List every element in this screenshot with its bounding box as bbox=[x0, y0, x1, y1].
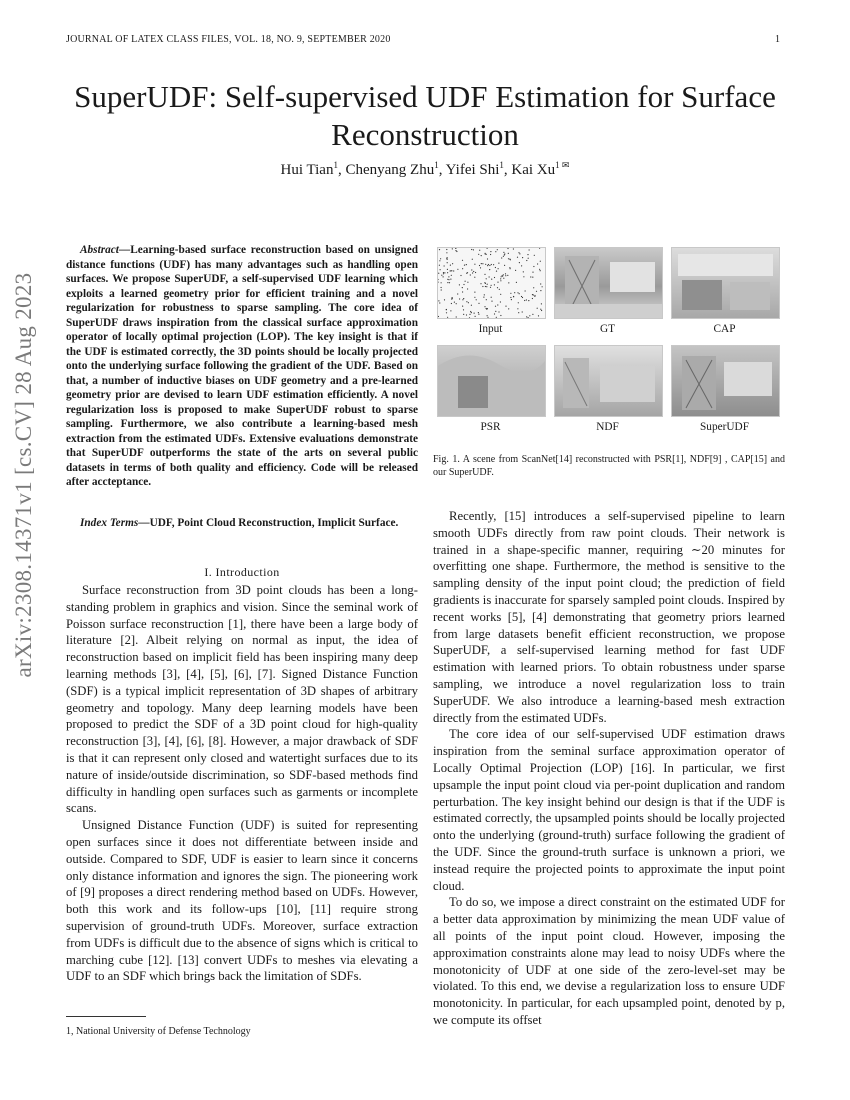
footnote-divider bbox=[66, 1016, 146, 1017]
journal-header: JOURNAL OF LATEX CLASS FILES, VOL. 18, NO. 9, SEPTEMBER 2020 bbox=[66, 34, 391, 45]
figure-label-gt: GT bbox=[599, 323, 616, 335]
paragraph: Surface reconstruction from 3D point clouds has been a long-standing problem in graphics and vision. Since the seminal work of Poisson surface reconstruction [1], there have been a large body of literature [2]. Albeit relying on normal as input, the idea of reconstruction based on implicit field has been inspiring many deep learning methods [3], [4], [5], [6], [7]. Signed Distance Function (SDF) is a typical implicit representation of 3D shapes of arbitrary geometry and topology. Many deep learning models have been proposed to predict the SDF of a 3D point cloud for high-quality reconstruction [3], [4], [6], [8]. However, a major drawback of SDF is that it can represent only closed and watertight surfaces due to its nature of inside/outside discrimination, so SDF-based methods find difficulty in handling open surfaces such as garments or incomplete scans. bbox=[66, 583, 418, 816]
author: Kai Xu bbox=[511, 162, 556, 178]
author: Hui Tian bbox=[280, 162, 334, 178]
arxiv-sidebar bbox=[4, 272, 44, 678]
paragraph: The core idea of our self-supervised UDF estimation draws inspiration from the seminal surface approximation operator of Locally Optimal Projection (LOP) [16]. In particular, we first upsample the input point cloud via per-point duplication and random perturbation. The key insight behind our design is that if the UDF is estimated correctly, the upsampled points should be locally projected onto the underlying (ground-truth) surface following the gradient of the UDF. Since the ground-truth surface is unknown a priori, we instead require the projected points to approximate the input point cloud. bbox=[433, 727, 785, 893]
figure-label-cap: CAP bbox=[713, 323, 736, 335]
index-terms-label: Index Terms bbox=[80, 517, 139, 529]
superudf-render-image bbox=[672, 346, 779, 416]
abstract bbox=[66, 243, 418, 490]
section-heading: I. Introduction bbox=[204, 565, 280, 579]
page-number: 1 bbox=[775, 34, 780, 45]
figure-panel-psr bbox=[437, 345, 546, 417]
paper-title: SuperUDF: Self-supervised UDF Estimation for Surface Reconstruction bbox=[74, 79, 776, 152]
index-terms-text: —UDF, Point Cloud Reconstruction, Implicit Surface. bbox=[138, 517, 399, 529]
figure-label-ndf: NDF bbox=[596, 421, 619, 433]
psr-render-image bbox=[438, 346, 545, 416]
index-terms bbox=[66, 516, 418, 531]
figure-panel-superudf bbox=[671, 345, 780, 417]
figure-panel-gt bbox=[554, 247, 663, 319]
arxiv-identifier: arXiv:2308.14371v1 [cs.CV] 28 Aug 2023 bbox=[11, 272, 36, 678]
author: Chenyang Zhu bbox=[345, 162, 435, 178]
point-cloud-image bbox=[438, 248, 545, 318]
ndf-render-image bbox=[555, 346, 662, 416]
right-column-body bbox=[433, 508, 785, 1029]
figure-label-superudf: SuperUDF bbox=[700, 421, 749, 433]
abstract-text: —Learning-based surface reconstruction based on unsigned distance functions (UDF) has many advantages such as handling open surfaces. We propose SuperUDF, a self-supervised UDF learning which exploits a learned geometry prior for efficient training and a novel regularization for robustness to sparse sampling. The core idea of SuperUDF draws inspiration from the classical surface approximation operator of locally optimal projection (LOP). The key insight is that if the UDF is estimated correctly, the 3D points should be locally projected onto the underlying surface following the gradient of the UDF. Based on that, a number of inductive biases on UDF geometry and a pre-learned geometry prior are devised to learn UDF estimation efficiently. A novel regularization loss is proposed to make SuperUDF robust to sparse sampling. Furthermore, we also contribute a learning-based mesh extraction from the estimated UDFs. Extensive evaluations demonstrate that SuperUDF outperforms the state of the arts on several public datasets in terms of both quality and efficiency. Code will be released after accteptance. bbox=[66, 244, 418, 488]
author-list: Hui Tian$^1$, Chenyang Zhu$^1$, Yifei Shi$^1$, Kai $Xu^{1 ✉}$ bbox=[280, 160, 570, 178]
cap-render-image bbox=[672, 248, 779, 318]
gt-render-image bbox=[555, 248, 662, 318]
figure-1 bbox=[437, 247, 777, 442]
figure-caption: Fig. 1. A scene from ScanNet[14] reconstructed with PSR[1], NDF[9] , CAP[15] and our SuperUDF. bbox=[433, 454, 785, 478]
left-column-body bbox=[66, 582, 418, 985]
figure-panel-cap bbox=[671, 247, 780, 319]
figure-panel-ndf bbox=[554, 345, 663, 417]
paragraph: To do so, we impose a direct constraint on the estimated UDF for a better data approximation by minimizing the mean UDF value of all points of the input point cloud. However, imposing the approximation constraints alone may lead to noisy UDFs where the monotonicity of UDF at one side of the zero-level-set may be violated. To this end, we devise a regularization loss to ensure UDF monotonicity. In particular, for each upsampled point, denoted by p, we compute its offset bbox=[433, 895, 785, 1027]
paragraph: Recently, [15] introduces a self-supervised pipeline to learn smooth UDFs directly from raw point clouds. Their network is trained in a shape-specific manner, requiring ∼20 minutes for overfitting one shape. Furthermore, the method is sensitive to the sampling density of the input point cloud; the prediction of field gradients is inaccurate for sparsely sampled point clouds. Inspired by recent works [5], [4] demonstrating that geometry priors learned from large datasets benefit efficient reconstruction, we propose SuperUDF, a self-supervised learning method for fast UDF estimation with learned priors. To obtain robustness under sparse sampling, we introduce a novel regularization loss to train SuperUDF. We also introduce a learning-based mesh extraction directly from the estimated UDFs. bbox=[433, 509, 785, 725]
author-affiliation: 1 ✉ bbox=[555, 160, 570, 170]
abstract-label: Abstract bbox=[80, 244, 119, 256]
paragraph: Unsigned Distance Function (UDF) is suited for representing open surfaces since it does not differentiate between inside and outside. Compared to SDF, UDF is easier to learn since it concerns only distance information and ignores the sign. The pioneering work of [9] proposes a direct rendering method based on UDFs. However, both this work and its follow-ups [10], [11] require strong supervision of ground-truth UDFs. Moreover, surface extraction from UDFs is difficult due to the absence of signs which is critical to marching cube [12]. [13] convert UDFs to meshes via elevating a UDF to an SDF which brings back the limitation of SDFs. bbox=[66, 818, 418, 984]
author-affiliation: 1 bbox=[434, 160, 439, 170]
footnote: 1, National University of Defense Technology bbox=[66, 1026, 251, 1037]
author: Yifei Shi bbox=[445, 162, 500, 178]
figure-label-psr: PSR bbox=[480, 421, 501, 433]
figure-label-input: Input bbox=[478, 323, 503, 335]
author-affiliation: 1 bbox=[333, 160, 338, 170]
figure-panel-input bbox=[437, 247, 546, 319]
author-affiliation: 1 bbox=[499, 160, 504, 170]
